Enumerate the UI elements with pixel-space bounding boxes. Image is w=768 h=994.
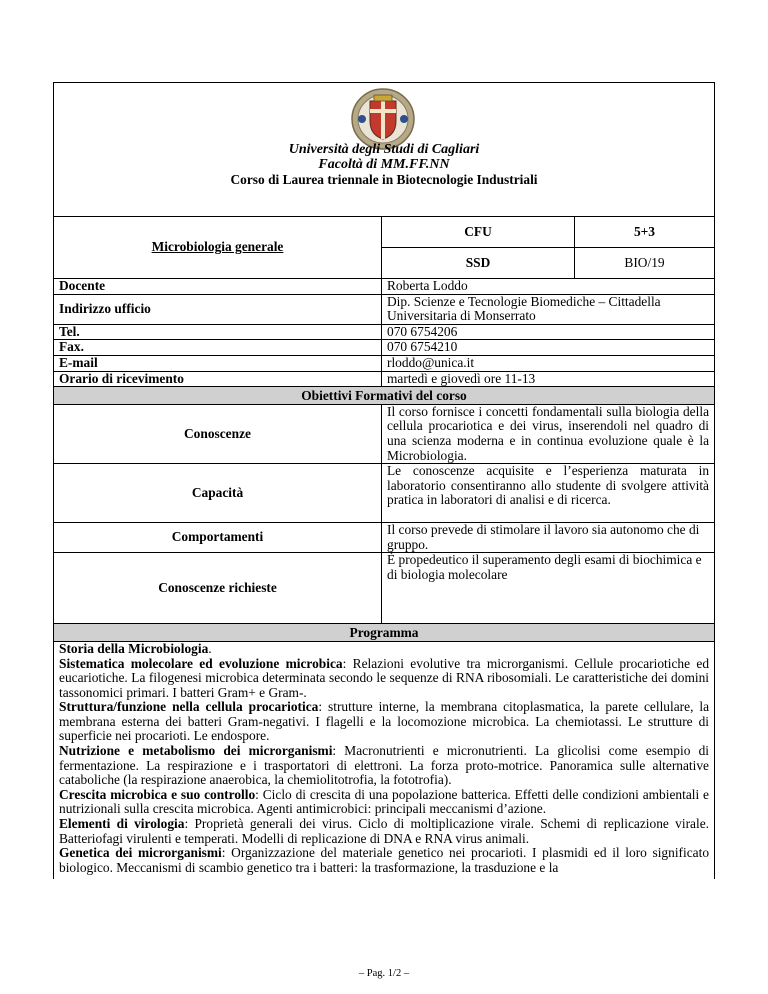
program-item [59, 657, 709, 701]
page-footer: – Pag. 1/2 – [358, 968, 410, 979]
fax-label: Fax. [54, 340, 382, 356]
obiettivi-title: Obiettivi Formativi del corso [54, 387, 715, 405]
program-item-text: : Ciclo di crescita di una popolazione batterica. Effetti delle condizioni ambientali e nutrizionali sulla crescita microbica. Agenti antimicrobici: principali meccanismi d’azione. [59, 786, 710, 817]
ufficio-label: Indirizzo ufficio [54, 294, 382, 324]
ssd-value: BIO/19 [575, 248, 715, 279]
program-item [59, 817, 709, 846]
syllabus-table [53, 82, 715, 879]
conoscenze-label: Conoscenze [54, 404, 382, 463]
degree-name: Corso di Laurea triennale in Biotecnologie Industriali [230, 172, 538, 187]
tel-label: Tel. [54, 324, 382, 340]
email-label: E-mail [54, 355, 382, 371]
fax-value: 070 6754210 [382, 340, 715, 356]
document [53, 82, 714, 879]
ufficio-value: Dip. Scienze e Tecnologie Biomediche – Cittadella Universitaria di Monserrato [382, 294, 715, 324]
header-cell [54, 83, 715, 217]
orario-value: martedì e giovedì ore 11-13 [382, 371, 715, 387]
program-item-text: . [208, 640, 212, 656]
program-item [59, 700, 709, 744]
richieste-text: È propedeutico il superamento degli esami di biochimica e di biologia molecolare [382, 553, 715, 624]
program-item-text: : strutture interne, la membrana citoplasmatica, la parete cellulare, la membrana esterna dei batteri Gram-negativi. I flagelli e la locomozione microbica. La chemiotassi. Le strutture di superficie nei procarioti. Le endospore. [59, 699, 710, 744]
email-value: rloddo@unica.it [382, 355, 715, 371]
orario-label: Orario di ricevimento [54, 371, 382, 387]
docente-value: Roberta Loddo [382, 279, 715, 295]
program-item-text: : Macronutrienti e micronutrienti. La glicolisi come esempio di fermentazione. La respirazione e i trasportatori di elettroni. La forza proto-motrice. Panoramica sulle alternative cataboliche (la respirazione anaerobica, la chemiolitotrofia, la fototrofia). [59, 743, 710, 788]
comportamenti-text: Il corso prevede di stimolare il lavoro sia autonomo che di gruppo. [382, 523, 715, 553]
cfu-label: CFU [382, 217, 575, 248]
university-name: Università degli Studi di Cagliari [288, 142, 480, 157]
program-item-title: Genetica dei microrganismi [59, 845, 222, 861]
program-item [59, 744, 709, 788]
richieste-label: Conoscenze richieste [54, 553, 382, 624]
program-item [59, 642, 709, 657]
capacita-label: Capacità [54, 464, 382, 523]
program-item-text: : Organizzazione del materiale genetico nei procarioti. I plasmidi ed il loro significato biologico. Meccanismi di scambio genetico tra i batteri: la trasformazione, la trasduzione e la [59, 845, 710, 875]
program-item [59, 788, 709, 817]
docente-label: Docente [54, 279, 382, 295]
program-item-text: : Proprietà generali dei virus. Ciclo di moltiplicazione virale. Schemi di replicazione virale. Batteriofagi virulenti e temperati. Modelli di replicazione di DNA e RNA virus animali. [59, 816, 710, 846]
program-item-text: : Relazioni evolutive tra microrganismi. Cellule procariotiche ed eucariotiche. La filogenesi microbica determinata secondo le sequenze di RNA ribosomiali. Le caratteristiche dei domini tassonomici primari. I batteri Gram+ e Gram-. [59, 655, 710, 700]
faculty-name: Facoltà di MM.FF.NN [318, 157, 450, 172]
programma-body [54, 641, 715, 879]
course-name: Microbiologia generale [151, 239, 284, 255]
program-item-title: Elementi di virologia [59, 816, 185, 832]
conoscenze-text: Il corso fornisce i concetti fondamentali sulla biologia della cellula procariotica e dei virus, inserendoli nel quadro di una scienza moderna e in continua evoluzione quale è la Microbiologia. [382, 404, 715, 463]
program-item [59, 846, 709, 875]
program-item-title: Storia della Microbiologia [59, 640, 209, 656]
program-item-title: Struttura/funzione nella cellula procariotica [59, 699, 319, 715]
programma-title: Programma [54, 624, 715, 642]
course-name-cell [54, 217, 382, 279]
program-item-title: Nutrizione e metabolismo dei microrganismi [59, 743, 333, 759]
tel-value: 070 6754206 [382, 324, 715, 340]
program-item-title: Crescita microbica e suo controllo [59, 786, 256, 802]
cfu-value: 5+3 [575, 217, 715, 248]
ssd-label: SSD [382, 248, 575, 279]
comportamenti-label: Comportamenti [54, 523, 382, 553]
program-item-title: Sistematica molecolare ed evoluzione microbica [59, 655, 343, 671]
capacita-text: Le conoscenze acquisite e l’esperienza maturata in laboratorio consentiranno allo studente di svolgere attività pratica in laboratori di analisi e di ricerca. [382, 464, 715, 523]
